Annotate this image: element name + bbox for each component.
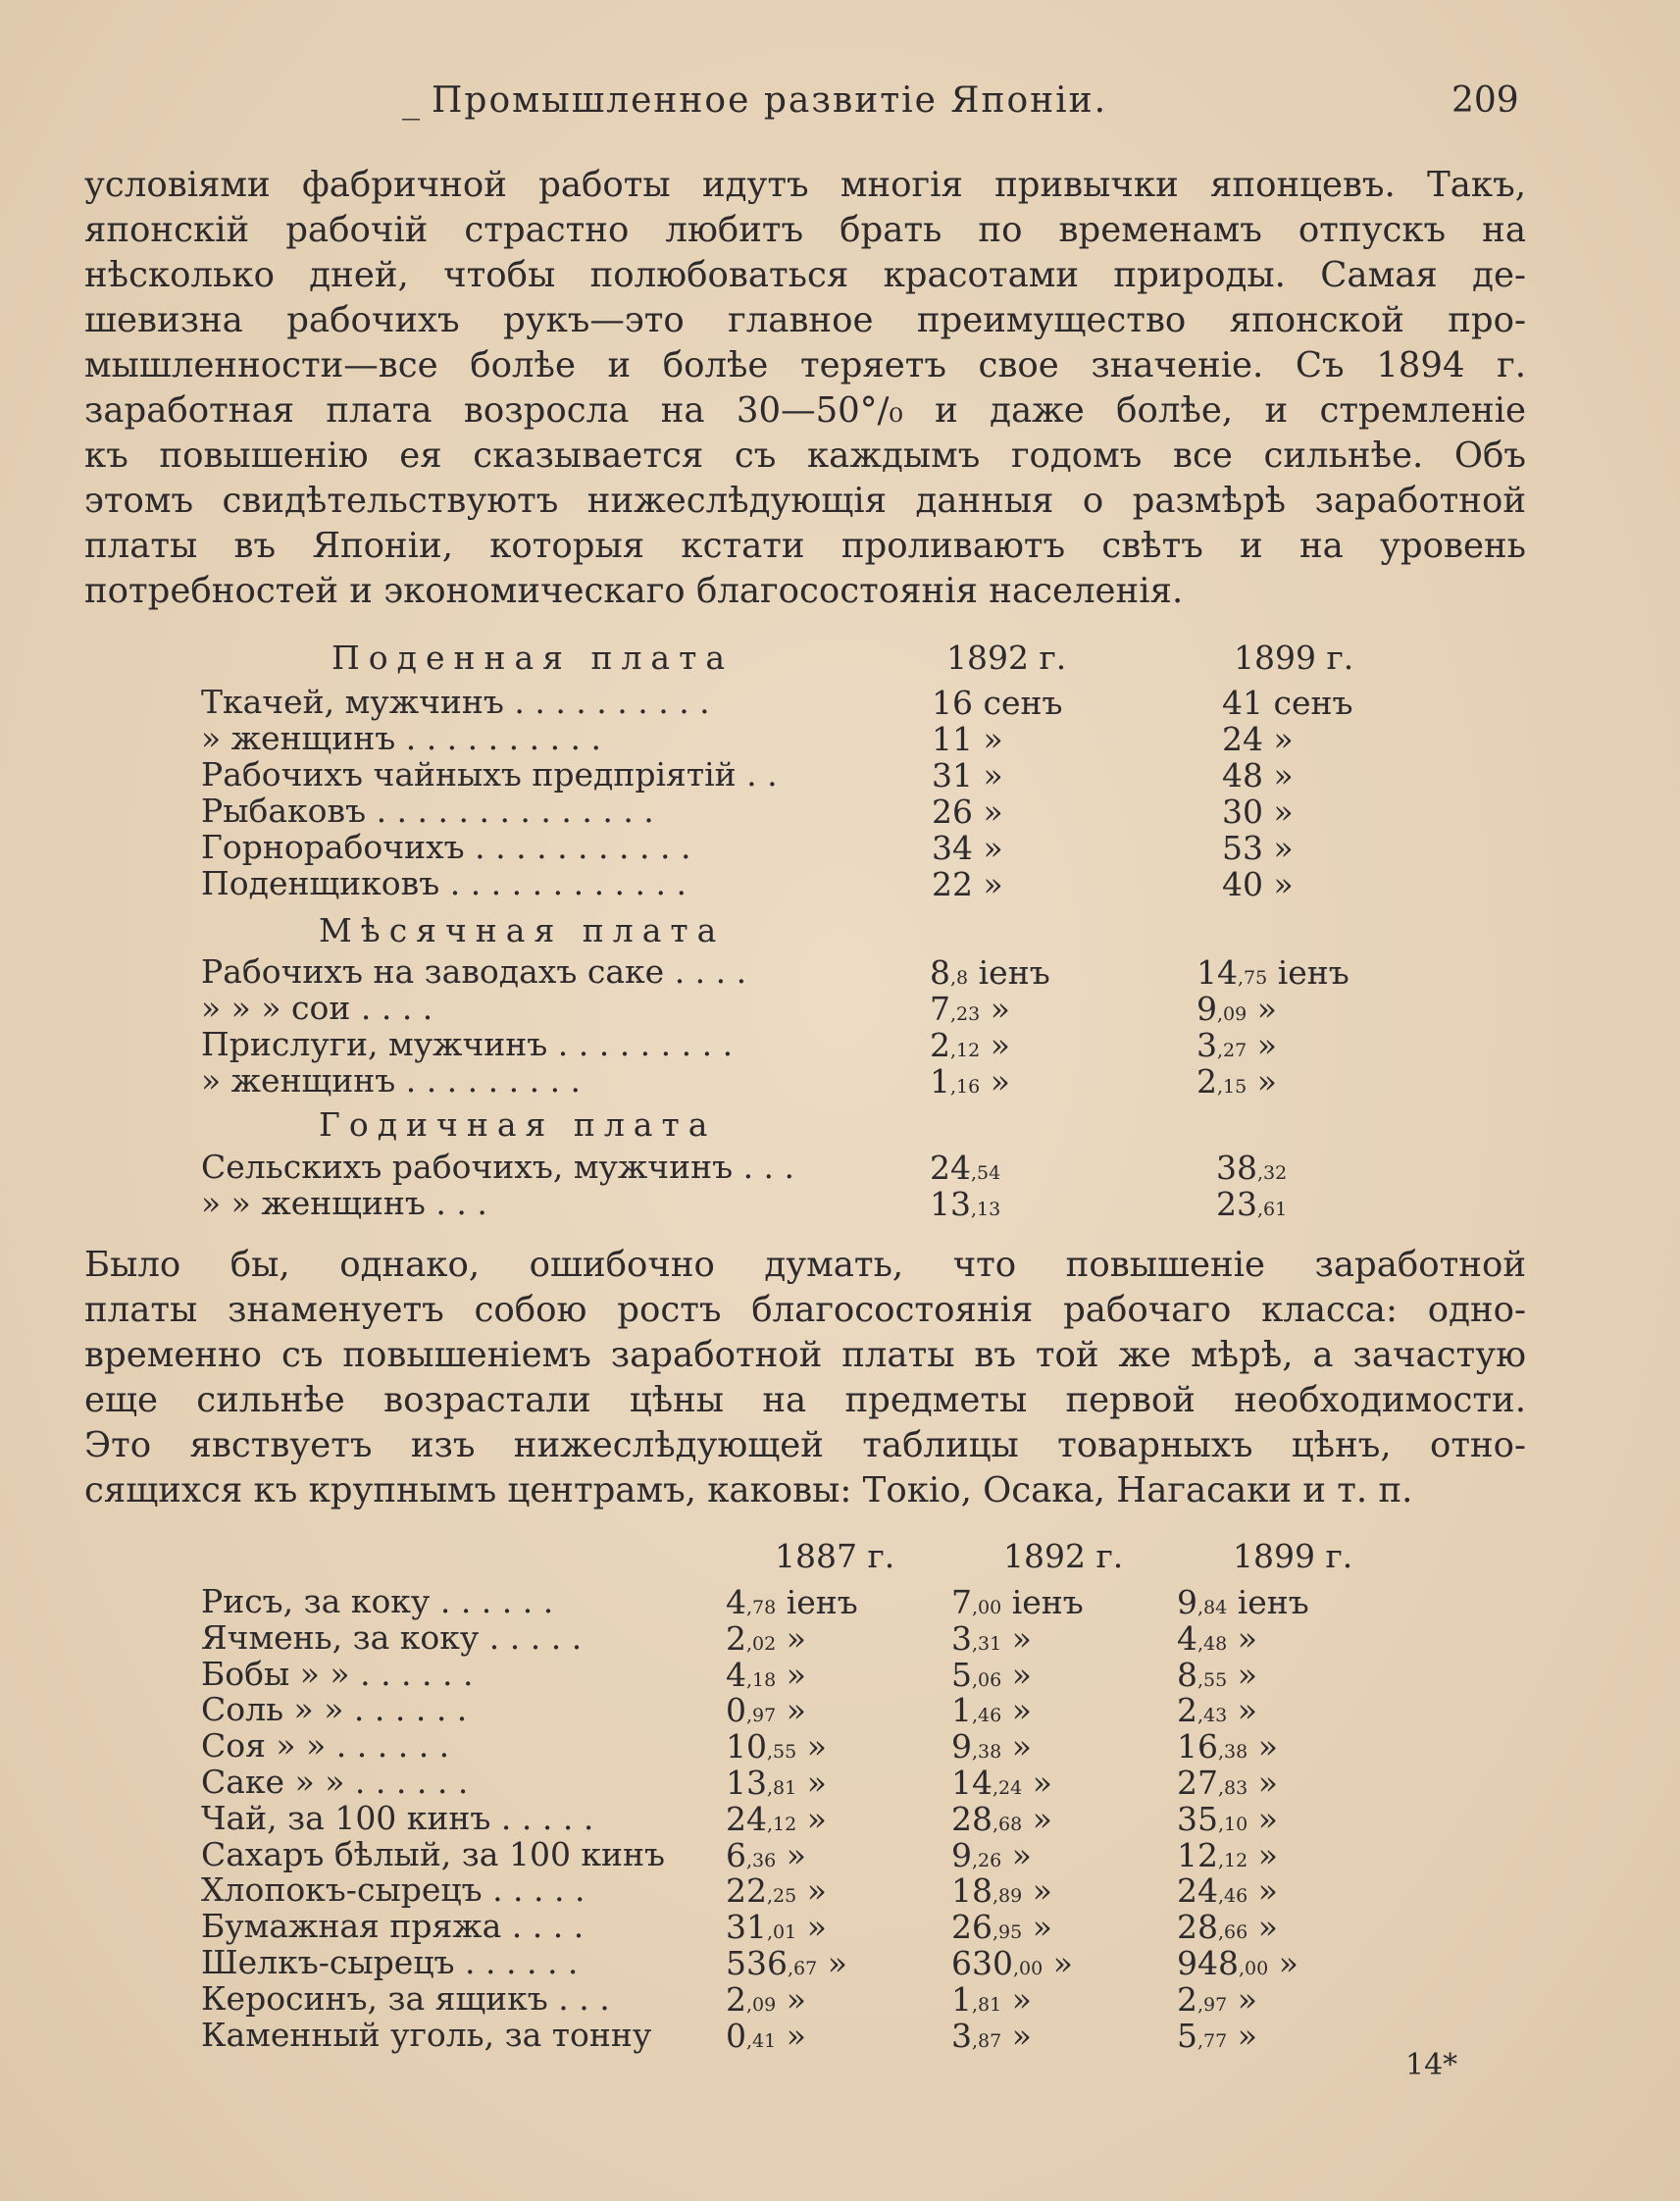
paragraph2-line: Это явствуетъ изъ нижеслѣдующей таблицы товарныхъ цѣнъ, отно- bbox=[84, 1425, 1526, 1465]
prices-1887: 0,41 » bbox=[726, 2017, 806, 2055]
wages-monthly-1899: 3,27 » bbox=[1196, 1026, 1277, 1064]
prices-1899: 12,12 » bbox=[1177, 1836, 1278, 1874]
page-number: 209 bbox=[1451, 80, 1519, 121]
wages-daily-1899: 24 » bbox=[1222, 720, 1294, 758]
signature-mark: 14* bbox=[1405, 2048, 1458, 2082]
paragraph1-line: этомъ свидѣтельствуютъ нижеслѣдующія данныя о размѣрѣ заработной bbox=[84, 481, 1526, 521]
prices-row-label: Шелкъ-сырецъ . . . . . . bbox=[201, 1943, 579, 1981]
wages-daily-row-label: » женщинъ . . . . . . . . . . bbox=[201, 719, 602, 757]
paragraph1-line: условіями фабричной работы идутъ многія привычки японцевъ. Такъ, bbox=[84, 165, 1526, 205]
prices-1899: 2,43 » bbox=[1177, 1691, 1257, 1729]
prices-1899: 948,00 » bbox=[1177, 1944, 1298, 1982]
wages-daily-heading: Поденная плата bbox=[331, 639, 735, 677]
paragraph2-line: Было бы, однако, ошибочно думать, что повышеніе заработной bbox=[84, 1245, 1526, 1285]
wages-header-1892: 1892 г. bbox=[946, 639, 1067, 677]
prices-row-label: Чай, за 100 кинъ . . . . . bbox=[201, 1799, 594, 1837]
prices-1887: 24,12 » bbox=[726, 1800, 827, 1838]
paragraph1-line: японскій рабочій страстно любитъ брать по временамъ отпускъ на bbox=[84, 210, 1526, 250]
paragraph2-line: временно съ повышеніемъ заработной платы въ той же мѣрѣ, а зачастую bbox=[84, 1335, 1526, 1375]
paragraph2-line: платы знаменуетъ собою ростъ благосостоянія рабочаго класса: одно- bbox=[84, 1290, 1526, 1330]
prices-header-1887: 1887 г. bbox=[775, 1537, 895, 1575]
prices-row-label: Бобы » » . . . . . . bbox=[201, 1655, 474, 1693]
prices-row-label: Рисъ, за коку . . . . . . bbox=[201, 1582, 554, 1620]
prices-1899: 9,84 іенъ bbox=[1177, 1583, 1309, 1621]
wages-daily-1892: 31 » bbox=[932, 756, 1003, 794]
prices-row-label: Хлопокъ-сырецъ . . . . . bbox=[201, 1870, 585, 1909]
prices-1892: 630,00 » bbox=[951, 1944, 1073, 1982]
prices-1892: 7,00 іенъ bbox=[951, 1583, 1084, 1621]
prices-1899: 28,66 » bbox=[1177, 1908, 1278, 1946]
prices-1892: 1,46 » bbox=[951, 1691, 1032, 1729]
paragraph1-line: шевизна рабочихъ рукъ—это главное преимущество японской про- bbox=[84, 300, 1526, 340]
wages-daily-1892: 34 » bbox=[932, 829, 1003, 867]
wages-monthly-row-label: Рабочихъ на заводахъ саке . . . . bbox=[201, 952, 747, 991]
prices-1892: 26,95 » bbox=[951, 1908, 1052, 1946]
wages-monthly-1899: 9,09 » bbox=[1196, 990, 1277, 1028]
prices-1887: 4,78 іенъ bbox=[726, 1583, 858, 1621]
prices-1899: 5,77 » bbox=[1177, 2017, 1257, 2055]
wages-daily-1899: 41 сенъ bbox=[1222, 684, 1353, 722]
paragraph1-line: мышленности—все болѣе и болѣе теряетъ свое значеніе. Съ 1894 г. bbox=[84, 345, 1526, 385]
prices-1899: 35,10 » bbox=[1177, 1800, 1278, 1838]
prices-1899: 27,83 » bbox=[1177, 1764, 1278, 1802]
prices-1887: 10,55 » bbox=[726, 1727, 827, 1766]
prices-header-1892: 1892 г. bbox=[1003, 1537, 1124, 1575]
prices-1899: 4,48 » bbox=[1177, 1619, 1257, 1658]
prices-1899: 2,97 » bbox=[1177, 1980, 1257, 2019]
running-header bbox=[402, 80, 1108, 121]
paragraph1-line: къ повышенію ея сказывается съ каждымъ годомъ все сильнѣе. Объ bbox=[84, 435, 1526, 476]
wages-daily-1892: 11 » bbox=[932, 720, 1003, 758]
prices-1892: 3,87 » bbox=[951, 2017, 1032, 2055]
wages-monthly-1892: 8,8 іенъ bbox=[930, 953, 1050, 992]
wages-daily-1899: 40 » bbox=[1222, 865, 1294, 903]
wages-monthly-1899: 14,75 іенъ bbox=[1196, 953, 1349, 992]
wages-yearly-1892: 24,54 bbox=[930, 1149, 1001, 1187]
prices-1892: 9,38 » bbox=[951, 1727, 1032, 1766]
wages-daily-1899: 30 » bbox=[1222, 793, 1294, 831]
wages-monthly-heading: Мѣсячная плата bbox=[319, 911, 726, 949]
wages-daily-1892: 26 » bbox=[932, 793, 1003, 831]
wages-daily-1892: 16 сенъ bbox=[932, 684, 1063, 722]
prices-1892: 14,24 » bbox=[951, 1764, 1052, 1802]
wages-yearly-1899: 38,32 bbox=[1216, 1149, 1288, 1187]
prices-header-1899: 1899 г. bbox=[1233, 1537, 1353, 1575]
wages-daily-row-label: Поденщиковъ . . . . . . . . . . . . bbox=[201, 864, 687, 902]
prices-row-label: Керосинъ, за ящикъ . . . bbox=[201, 1979, 610, 2018]
wages-yearly-heading: Годичная плата bbox=[319, 1105, 717, 1144]
prices-row-label: Каменный уголь, за тонну bbox=[201, 2016, 652, 2054]
prices-1887: 536,67 » bbox=[726, 1944, 847, 1982]
wages-monthly-row-label: » » » сои . . . . bbox=[201, 989, 433, 1027]
prices-1887: 2,09 » bbox=[726, 1980, 806, 2019]
prices-row-label: Соль » » . . . . . . bbox=[201, 1690, 468, 1728]
prices-1892: 3,31 » bbox=[951, 1619, 1032, 1658]
prices-1887: 6,36 » bbox=[726, 1836, 806, 1874]
wages-monthly-row-label: » женщинъ . . . . . . . . . bbox=[201, 1061, 582, 1100]
prices-1892: 1,81 » bbox=[951, 1980, 1032, 2019]
wages-daily-1899: 48 » bbox=[1222, 756, 1294, 794]
prices-1887: 31,01 » bbox=[726, 1908, 827, 1946]
prices-row-label: Сахаръ бѣлый, за 100 кинъ bbox=[201, 1835, 666, 1873]
prices-row-label: Бумажная пряжа . . . . bbox=[201, 1907, 585, 1945]
wages-yearly-row-label: » » женщинъ . . . bbox=[201, 1184, 487, 1222]
paragraph-prices-intro bbox=[84, 1243, 1526, 1513]
paragraph1-line: нѣсколько дней, чтобы полюбоваться красотами природы. Самая де- bbox=[84, 255, 1526, 295]
prices-1899: 24,46 » bbox=[1177, 1871, 1278, 1910]
wages-yearly-1892: 13,13 bbox=[930, 1185, 1001, 1223]
wages-yearly-row-label: Сельскихъ рабочихъ, мужчинъ . . . bbox=[201, 1148, 795, 1186]
prices-1892: 18,89 » bbox=[951, 1871, 1052, 1910]
paragraph2-line: еще сильнѣе возрастали цѣны на предметы первой необходимости. bbox=[84, 1380, 1526, 1420]
prices-1892: 28,68 » bbox=[951, 1800, 1052, 1838]
paragraph-wages-intro bbox=[84, 163, 1526, 614]
header-title: Промышленное развитіе Японіи. bbox=[432, 80, 1108, 121]
wages-yearly-1899: 23,61 bbox=[1216, 1185, 1288, 1223]
wages-monthly-1892: 1,16 » bbox=[930, 1062, 1010, 1100]
paragraph1-line: потребностей и экономическаго благосостоянія населенія. bbox=[84, 571, 1184, 611]
prices-row-label: Саке » » . . . . . . bbox=[201, 1763, 469, 1801]
wages-daily-1892: 22 » bbox=[932, 865, 1003, 903]
prices-1887: 22,25 » bbox=[726, 1871, 827, 1910]
prices-1892: 5,06 » bbox=[951, 1656, 1032, 1694]
prices-1899: 8,55 » bbox=[1177, 1656, 1257, 1694]
wages-header-1899: 1899 г. bbox=[1234, 639, 1354, 677]
prices-row-label: Соя » » . . . . . . bbox=[201, 1726, 450, 1765]
prices-1899: 16,38 » bbox=[1177, 1727, 1278, 1766]
paragraph1-line: заработная плата возросла на 30—50°/₀ и даже болѣе, и стремленіе bbox=[84, 390, 1526, 431]
wages-daily-row-label: Ткачей, мужчинъ . . . . . . . . . . bbox=[201, 683, 710, 721]
wages-monthly-1892: 7,23 » bbox=[930, 990, 1010, 1028]
prices-1887: 2,02 » bbox=[726, 1619, 806, 1658]
wages-monthly-1892: 2,12 » bbox=[930, 1026, 1010, 1064]
prices-1887: 4,18 » bbox=[726, 1656, 806, 1694]
wages-monthly-row-label: Прислуги, мужчинъ . . . . . . . . . bbox=[201, 1025, 734, 1063]
wages-daily-1899: 53 » bbox=[1222, 829, 1294, 867]
prices-row-label: Ячмень, за коку . . . . . bbox=[201, 1618, 583, 1657]
wages-daily-row-label: Рабочихъ чайныхъ предпріятій . . bbox=[201, 755, 778, 793]
paragraph2-line: сящихся къ крупнымъ центрамъ, каковы: Токіо, Осака, Нагасаки и т. п. bbox=[84, 1470, 1413, 1510]
wages-daily-row-label: Рыбаковъ . . . . . . . . . . . . . . bbox=[201, 792, 654, 830]
prices-1887: 0,97 » bbox=[726, 1691, 806, 1729]
paragraph1-line: платы въ Японіи, которыя кстати проливаютъ свѣтъ и на уровень bbox=[84, 526, 1526, 566]
wages-monthly-1899: 2,15 » bbox=[1196, 1062, 1277, 1100]
prices-1892: 9,26 » bbox=[951, 1836, 1032, 1874]
prices-1887: 13,81 » bbox=[726, 1764, 827, 1802]
wages-daily-row-label: Горнорабочихъ . . . . . . . . . . . bbox=[201, 828, 691, 866]
header-dash: _ bbox=[402, 80, 422, 121]
